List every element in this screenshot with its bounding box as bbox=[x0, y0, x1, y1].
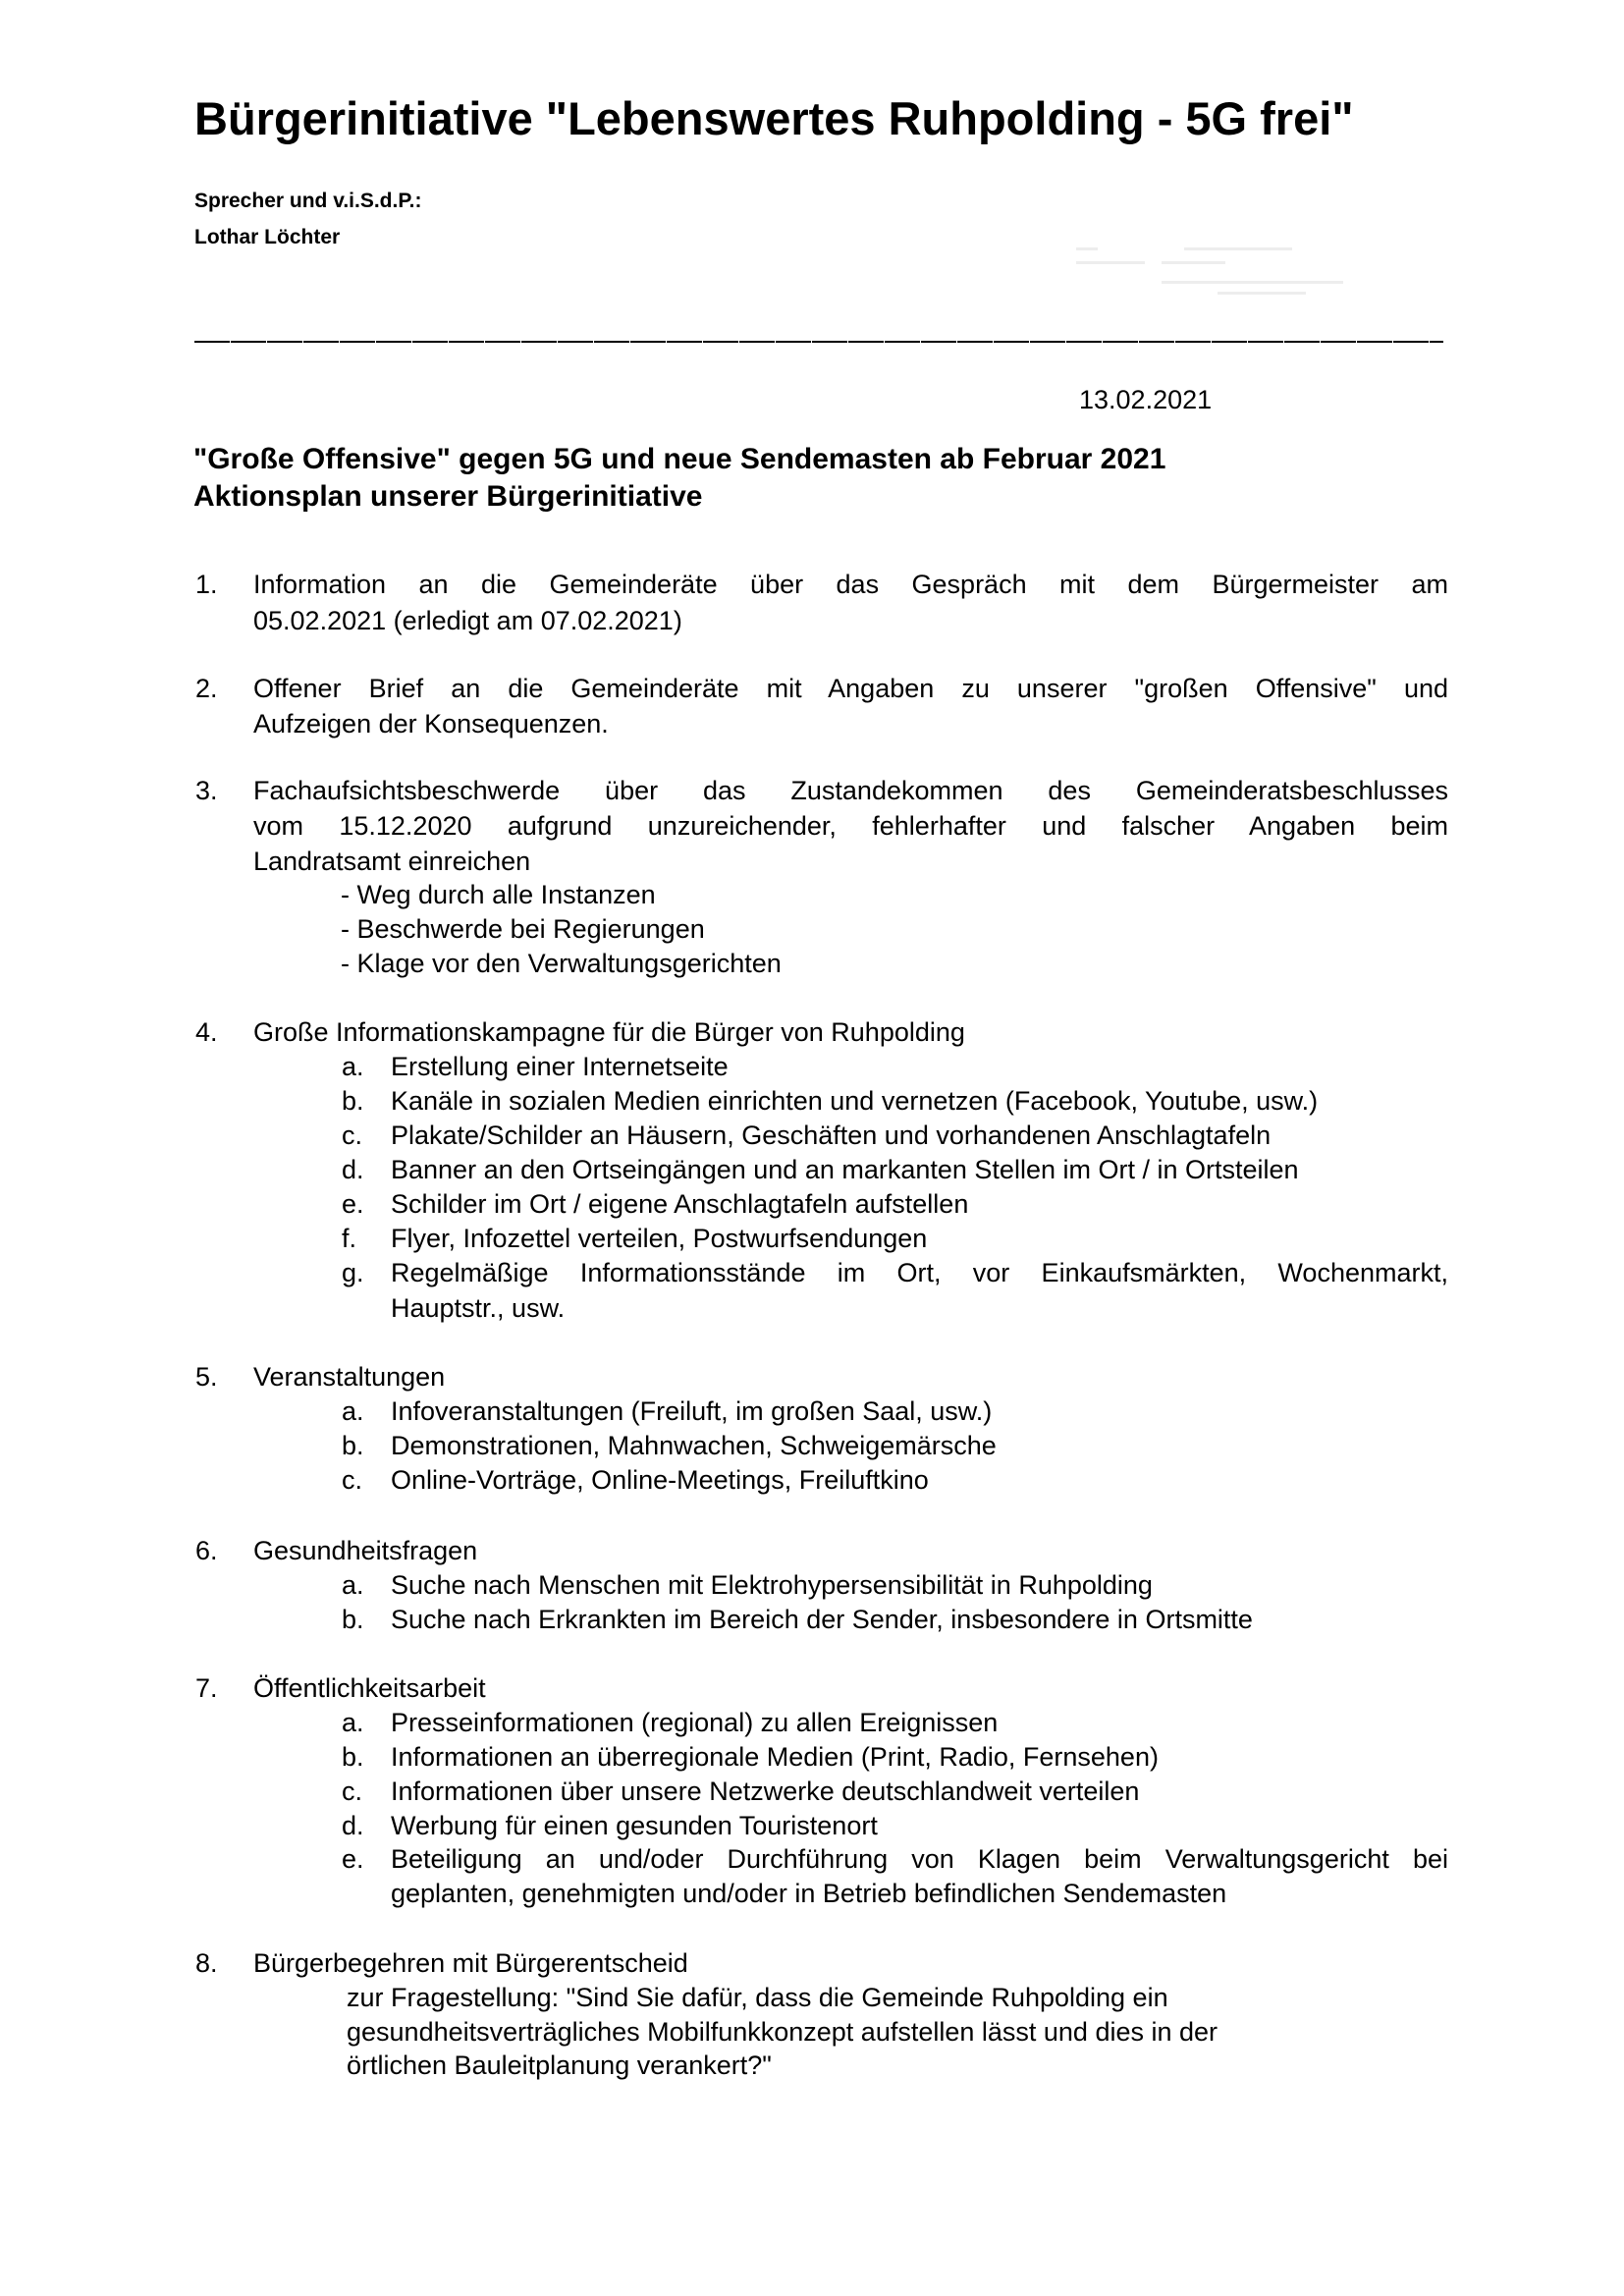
sub-bullet: - Beschwerde bei Regierungen bbox=[341, 914, 705, 944]
heading-line-2: Aktionsplan unserer Bürgerinitiative bbox=[193, 480, 703, 513]
sub-item-text: Informationen an überregionale Medien (Print, Radio, Fernsehen) bbox=[391, 1742, 1159, 1772]
sub-item-letter: b. bbox=[342, 1605, 364, 1634]
item-number: 4. bbox=[195, 1017, 218, 1047]
redacted-text bbox=[1076, 261, 1145, 264]
sub-item-letter: e. bbox=[342, 1189, 364, 1219]
item-text: Öffentlichkeitsarbeit bbox=[253, 1673, 486, 1703]
sub-item-letter: d. bbox=[342, 1811, 364, 1840]
sub-item-text: Kanäle in sozialen Medien einrichten und vernetzen (Facebook, Youtube, usw.) bbox=[391, 1086, 1319, 1116]
item-text: Bürgerbegehren mit Bürgerentscheid bbox=[253, 1948, 688, 1978]
item-number: 1. bbox=[195, 570, 218, 599]
item-text: Information an die Gemeinderäte über das Gespräch mit dem Bürgermeister am bbox=[253, 570, 1448, 599]
sub-item-text: Beteiligung an und/oder Durchführung von Klagen beim Verwaltungsgericht bei bbox=[391, 1844, 1448, 1874]
sub-item-text: Suche nach Menschen mit Elektrohypersensibilität in Ruhpolding bbox=[391, 1570, 1153, 1600]
redacted-text bbox=[1162, 261, 1225, 264]
item-text: Große Informationskampagne für die Bürger von Ruhpolding bbox=[253, 1017, 965, 1047]
sub-item-letter: e. bbox=[342, 1844, 364, 1874]
question-text: zur Fragestellung: "Sind Sie dafür, dass die Gemeinde Ruhpolding ein bbox=[347, 1983, 1168, 2012]
redacted-text bbox=[1076, 247, 1098, 250]
item-text: Fachaufsichtsbeschwerde über das Zustandekommen des Gemeinderatsbeschlusses bbox=[253, 776, 1448, 805]
sub-item-text: Demonstrationen, Mahnwachen, Schweigemärsche bbox=[391, 1431, 997, 1460]
sub-item-text: Plakate/Schilder an Häusern, Geschäften und vorhandenen Anschlagtafeln bbox=[391, 1121, 1272, 1150]
item-number: 5. bbox=[195, 1362, 218, 1392]
sub-item-text: Infoveranstaltungen (Freiluft, im großen Saal, usw.) bbox=[391, 1396, 993, 1426]
question-text: gesundheitsverträgliches Mobilfunkkonzept aufstellen lässt und dies in der bbox=[347, 2017, 1218, 2047]
item-number: 3. bbox=[195, 776, 218, 805]
heading-line-1: "Große Offensive" gegen 5G und neue Sendemasten ab Februar 2021 bbox=[193, 443, 1166, 475]
sub-item-text: Banner an den Ortseingängen und an markanten Stellen im Ort / in Ortsteilen bbox=[391, 1155, 1299, 1184]
sub-item-letter: a. bbox=[342, 1708, 364, 1737]
sub-item-letter: b. bbox=[342, 1431, 364, 1460]
sub-item-letter: b. bbox=[342, 1742, 364, 1772]
item-text: Landratsamt einreichen bbox=[253, 847, 531, 876]
sub-bullet: - Weg durch alle Instanzen bbox=[341, 880, 656, 909]
sub-item-text: Informationen über unsere Netzwerke deutschlandweit verteilen bbox=[391, 1777, 1140, 1806]
sub-item-letter: a. bbox=[342, 1396, 364, 1426]
sub-item-letter: a. bbox=[342, 1052, 364, 1081]
item-number: 6. bbox=[195, 1536, 218, 1565]
sub-item-text: Hauptstr., usw. bbox=[391, 1293, 566, 1323]
question-text: örtlichen Bauleitplanung verankert?" bbox=[347, 2050, 772, 2080]
sub-item-text: Online-Vorträge, Online-Meetings, Freiluftkino bbox=[391, 1465, 929, 1495]
sub-item-letter: f. bbox=[342, 1224, 357, 1253]
sub-item-text: Erstellung einer Internetseite bbox=[391, 1052, 729, 1081]
document-date: 13.02.2021 bbox=[1079, 385, 1213, 414]
sub-item-letter: c. bbox=[342, 1777, 363, 1806]
sub-item-letter: c. bbox=[342, 1465, 363, 1495]
speaker-label: Sprecher und v.i.S.d.P.: bbox=[194, 190, 422, 212]
sub-item-text: Regelmäßige Informationsstände im Ort, vor Einkaufsmärkten, Wochenmarkt, bbox=[391, 1258, 1448, 1287]
redacted-text bbox=[1162, 281, 1343, 284]
sub-item-text: geplanten, genehmigten und/oder in Betrieb befindlichen Sendemasten bbox=[391, 1879, 1227, 1908]
item-number: 7. bbox=[195, 1673, 218, 1703]
item-text: Offener Brief an die Gemeinderäte mit Angaben zu unserer "großen Offensive" und bbox=[253, 674, 1448, 703]
sub-item-letter: g. bbox=[342, 1258, 364, 1287]
sub-item-letter: a. bbox=[342, 1570, 364, 1600]
separator-line bbox=[194, 341, 1443, 343]
item-text: 05.02.2021 (erledigt am 07.02.2021) bbox=[253, 606, 682, 635]
sub-item-text: Presseinformationen (regional) zu allen Ereignissen bbox=[391, 1708, 999, 1737]
item-text: Gesundheitsfragen bbox=[253, 1536, 478, 1565]
item-text: vom 15.12.2020 aufgrund unzureichender, fehlerhafter und falscher Angaben beim bbox=[253, 811, 1448, 841]
sub-item-letter: d. bbox=[342, 1155, 364, 1184]
sub-item-text: Suche nach Erkrankten im Bereich der Sender, insbesondere in Ortsmitte bbox=[391, 1605, 1253, 1634]
speaker-name: Lothar Löchter bbox=[194, 226, 341, 248]
item-number: 2. bbox=[195, 674, 218, 703]
sub-item-letter: c. bbox=[342, 1121, 363, 1150]
item-number: 8. bbox=[195, 1948, 218, 1978]
item-text: Veranstaltungen bbox=[253, 1362, 446, 1392]
redacted-text bbox=[1218, 292, 1306, 295]
sub-item-text: Schilder im Ort / eigene Anschlagtafeln aufstellen bbox=[391, 1189, 969, 1219]
document-title: Bürgerinitiative "Lebenswertes Ruhpolding - 5G frei" bbox=[194, 92, 1354, 144]
redacted-text bbox=[1184, 247, 1292, 250]
item-text: Aufzeigen der Konsequenzen. bbox=[253, 709, 609, 738]
sub-bullet: - Klage vor den Verwaltungsgerichten bbox=[341, 949, 782, 978]
sub-item-text: Werbung für einen gesunden Touristenort bbox=[391, 1811, 878, 1840]
sub-item-letter: b. bbox=[342, 1086, 364, 1116]
sub-item-text: Flyer, Infozettel verteilen, Postwurfsendungen bbox=[391, 1224, 928, 1253]
